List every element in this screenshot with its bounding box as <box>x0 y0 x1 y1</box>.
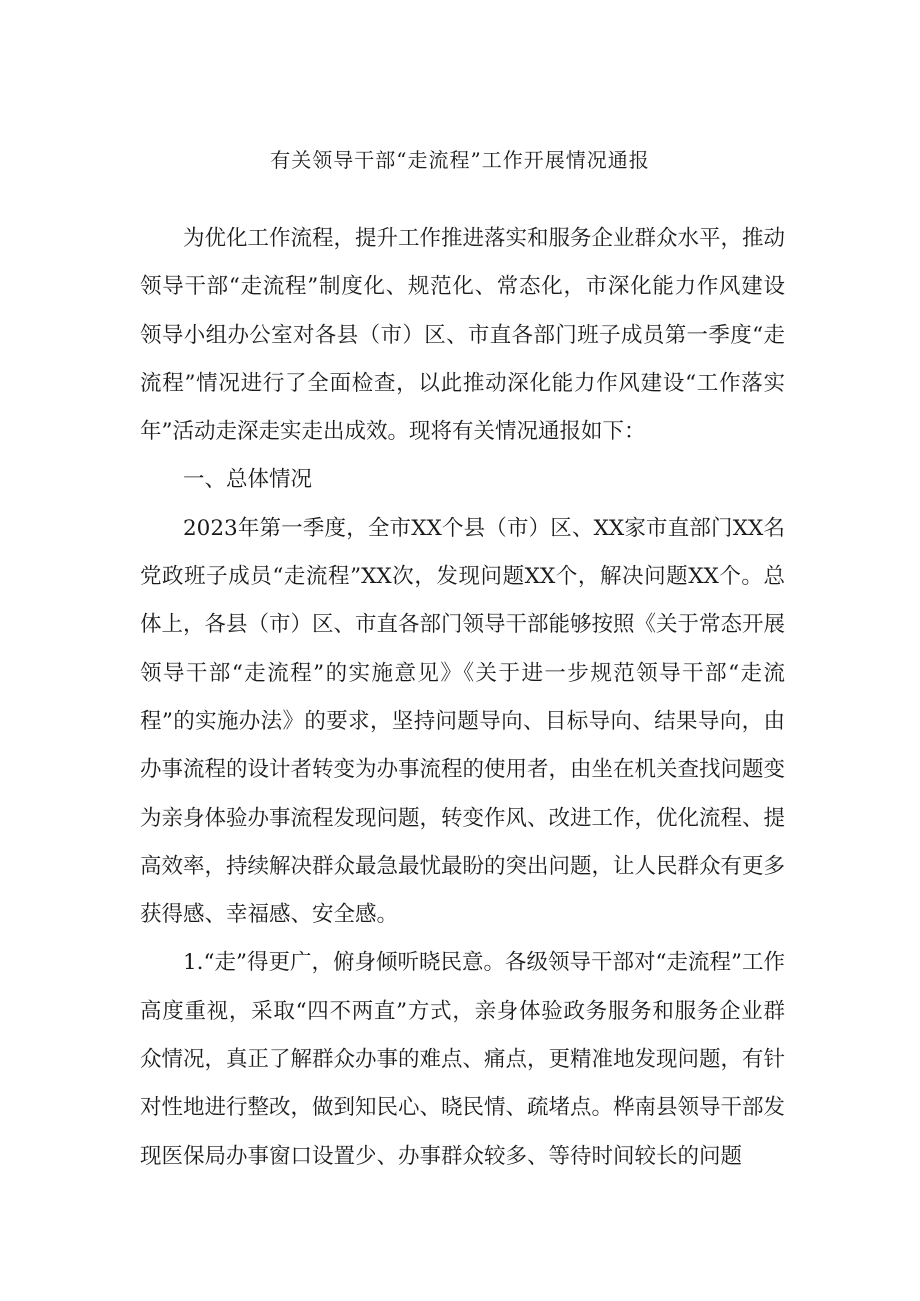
document-body <box>140 215 785 1181</box>
document-title: 有关领导干部“走流程”工作开展情况通报 <box>270 148 650 172</box>
section-heading-overall: 一、总体情况 <box>183 467 313 493</box>
point-1-paragraph: 1.“走”得更广，俯身倾听晓民意。各级领导干部对“走流程”工作高度重视，采取“四不两直”方式，亲身体验政务服务和服务企业群众情况，真正了解群众办事的难点、痛点，更精准地发现问题，有针对性地进行整改，做到知民心、晓民情、疏堵点。桦南县领导干部发现医保局办事窗口设置少、办事群众较多、等待时间较长的问题 <box>140 950 786 1169</box>
overall-paragraph: 2023年第一季度，全市XX个县（市）区、XX家市直部门XX名党政班子成员“走流程”XX次，发现问题XX个，解决问题XX个。总体上，各县（市）区、市直各部门领导干部能够按照《关于常态开展领导干部“走流程”的实施意见》《关于进一步规范领导干部“走流程”的实施办法》的要求，坚持问题导向、目标导向、结果导向，由办事流程的设计者转变为办事流程的使用者，由坐在机关查找问题变为亲身体验办事流程发现问题，转变作风、改进工作，优化流程、提高效率，持续解决群众最急最忧最盼的突出问题，让人民群众有更多获得感、幸福感、安全感。 <box>140 515 786 928</box>
intro-paragraph: 为优化工作流程，提升工作推进落实和服务企业群众水平，推动领导干部“走流程”制度化、规范化、常态化，市深化能力作风建设领导小组办公室对各县（市）区、市直各部门班子成员第一季度“走流程”情况进行了全面检查，以此推动深化能力作风建设“工作落实年”活动走深走实走出成效。现将有关情况通报如下： <box>140 226 786 445</box>
